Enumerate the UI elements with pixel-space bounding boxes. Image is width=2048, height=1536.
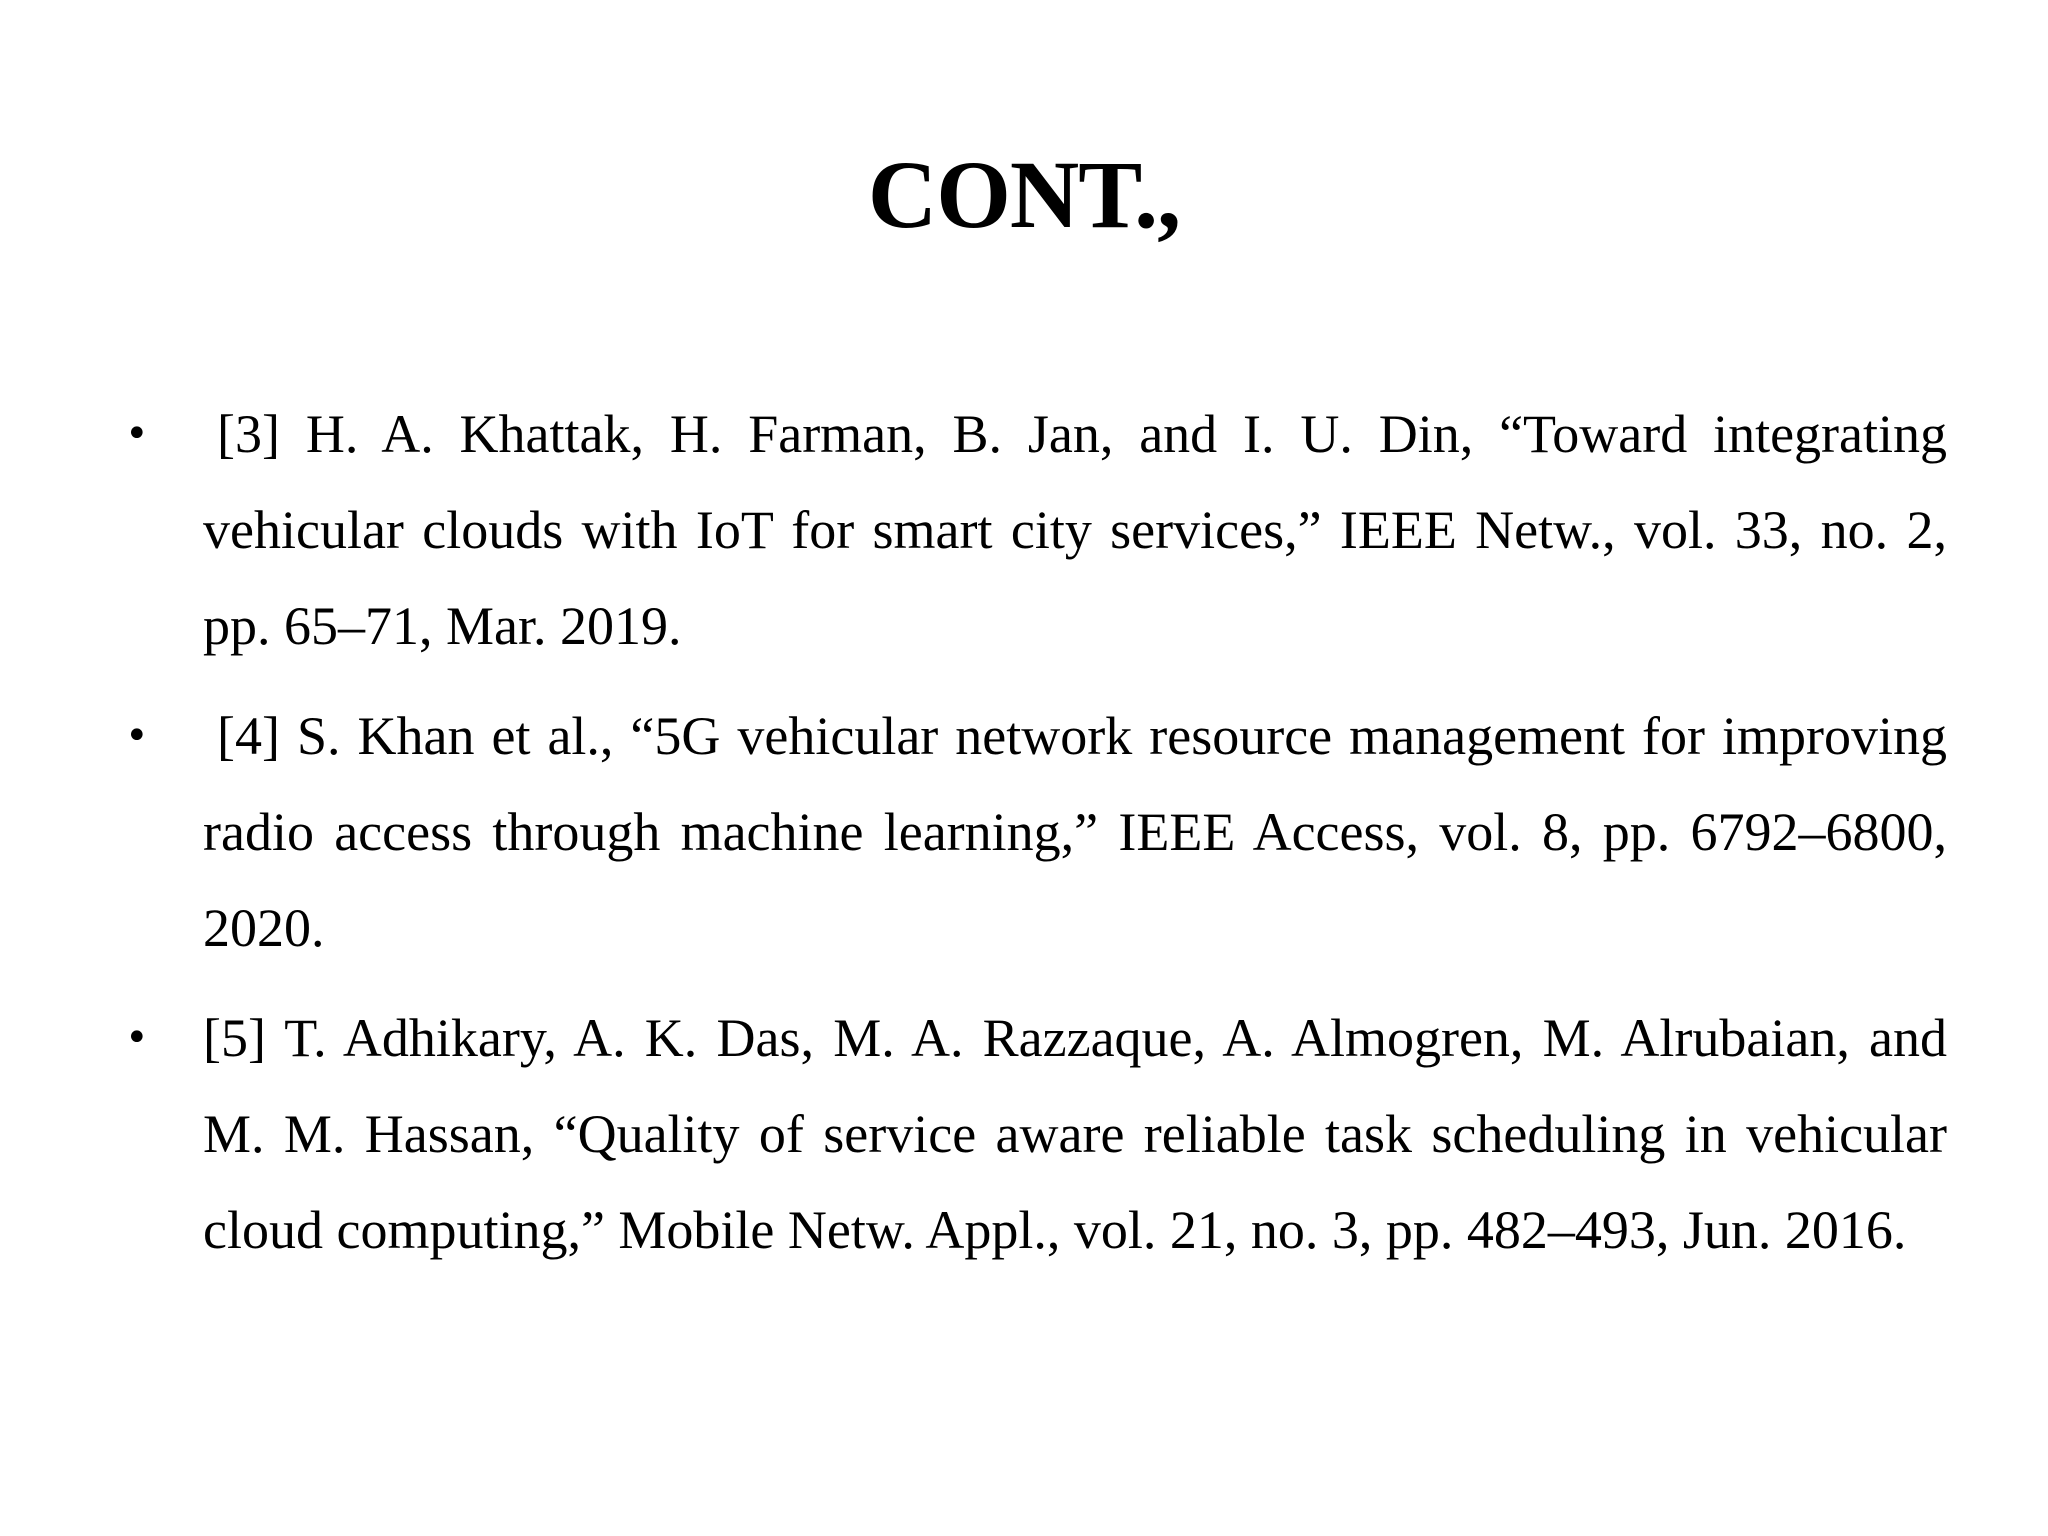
reference-item-5 — [125, 990, 1947, 1278]
bullet-icon: • — [125, 411, 149, 457]
reference-text-5: [5] T. Adhikary, A. K. Das, M. A. Razzaque, A. Almogren, M. Alrubaian, and M. M. Hassan, “Quality of service aware reliable task scheduling in vehicular cloud computing,” Mobile Netw. Appl., vol. 21, no. 3, pp. 482–493, Jun. 2016. — [203, 1008, 1947, 1260]
slide-title: CONT., — [867, 141, 1181, 248]
bullet-icon: • — [125, 1015, 149, 1061]
reference-list — [125, 386, 1947, 1292]
reference-text-3: [3] H. A. Khattak, H. Farman, B. Jan, and I. U. Din, “Toward integrating vehicular clouds with IoT for smart city services,” IEEE Netw., vol. 33, no. 2, pp. 65–71, Mar. 2019. — [203, 404, 1947, 656]
reference-text-4: [4] S. Khan et al., “5G vehicular network resource management for improving radio access through machine learning,” IEEE Access, vol. 8, pp. 6792–6800, 2020. — [203, 706, 1947, 958]
reference-item-3 — [125, 386, 1947, 674]
bullet-icon: • — [125, 713, 149, 759]
reference-item-4 — [125, 688, 1947, 976]
